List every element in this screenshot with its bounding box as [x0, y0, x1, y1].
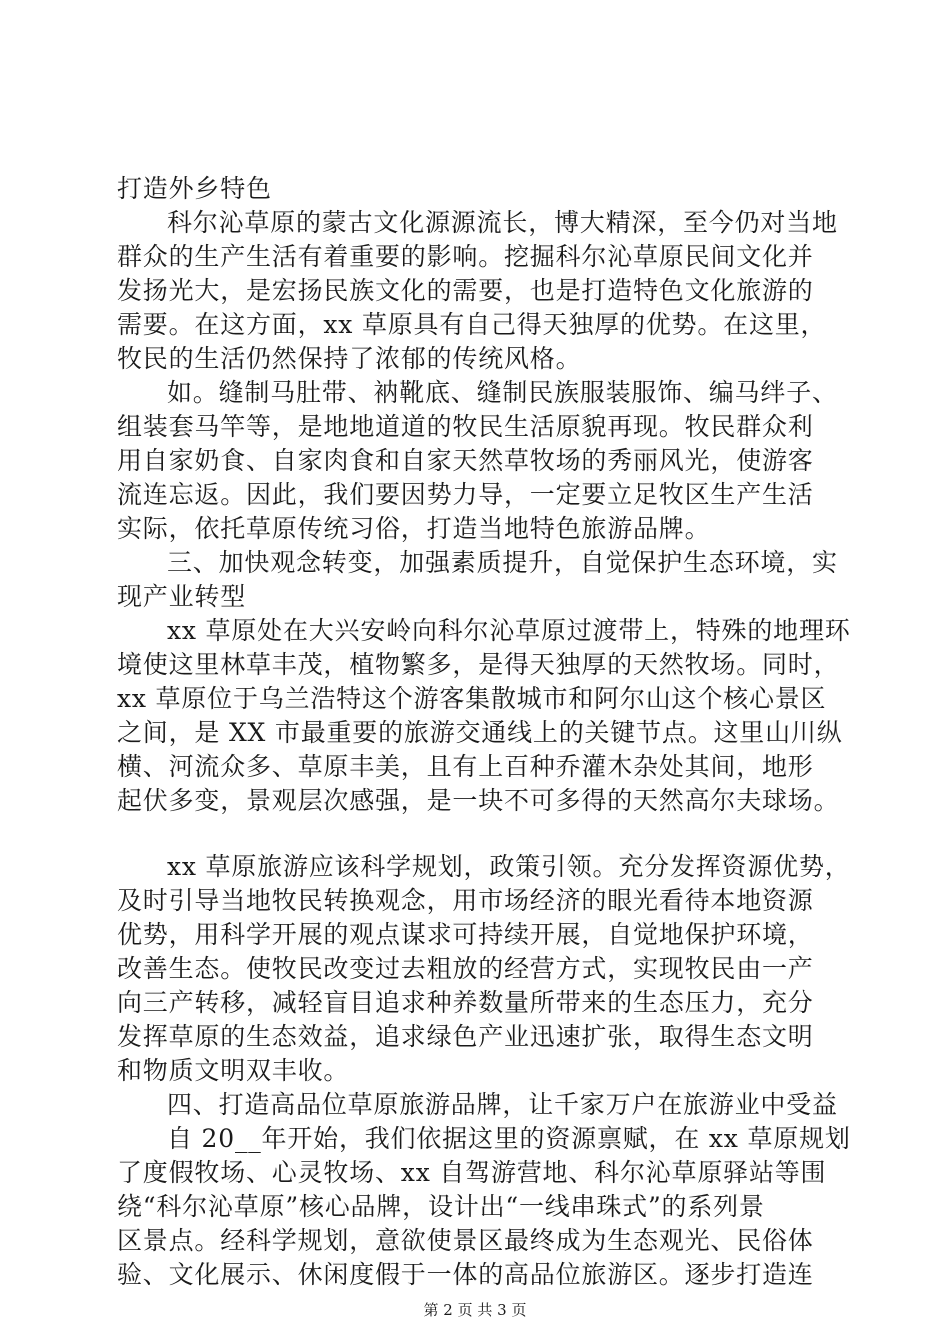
- text-line: 和物质文明双丰收。: [117, 1056, 350, 1085]
- text-line: 向三产转移，减轻盲目追求种养数量所带来的生态压力，充分: [117, 988, 814, 1017]
- section-heading-continued: 现产业转型: [117, 582, 247, 611]
- paragraph-first-line: 自 20__年开始，我们依据这里的资源禀赋，在 xx 草原规划: [167, 1124, 851, 1153]
- section-heading: 三、加快观念转变，加强素质提升，自觉保护生态环境，实: [167, 548, 838, 577]
- text-line: 了度假牧场、心灵牧场、xx 自驾游营地、科尔沁草原驿站等围: [117, 1158, 827, 1187]
- text-line: 境使这里林草丰茂，植物繁多，是得天独厚的天然牧场。同时，: [117, 650, 840, 679]
- text-line: 发扬光大，是宏扬民族文化的需要，也是打造特色文化旅游的: [117, 276, 814, 305]
- text-line: 改善生态。使牧民改变过去粗放的经营方式，实现牧民由一产: [117, 954, 814, 983]
- text-line: xx 草原位于乌兰浩特这个游客集散城市和阿尔山这个核心景区: [117, 684, 827, 713]
- page-footer: [0, 1300, 950, 1320]
- text-line: 验、文化展示、休闲度假于一体的高品位旅游区。逐步打造连: [117, 1260, 814, 1289]
- text-line: 群众的生产生活有着重要的影响。挖掘科尔沁草原民间文化并: [117, 242, 814, 271]
- text-line: 组装套马竿等，是地地道道的牧民生活原貌再现。牧民群众利: [117, 412, 814, 441]
- text-line: 及时引导当地牧民转换观念，用市场经济的眼光看待本地资源: [117, 886, 814, 915]
- page-number-label: 第 2 页 共 3 页: [423, 1301, 527, 1319]
- text-line: 牧民的生活仍然保持了浓郁的传统风格。: [117, 344, 582, 373]
- text-line: 发挥草原的生态效益，追求绿色产业迅速扩张，取得生态文明: [117, 1022, 814, 1051]
- text-line: 横、河流众多、草原丰美，且有上百种乔灌木杂处其间，地形: [117, 752, 814, 781]
- text-line: 用自家奶食、自家肉食和自家天然草牧场的秀丽风光，使游客: [117, 446, 814, 475]
- text-line: 绕“科尔沁草原”核心品牌，设计出“一线串珠式”的系列景: [117, 1192, 765, 1221]
- paragraph-first-line: 科尔沁草原的蒙古文化源源流长，博大精深，至今仍对当地: [167, 208, 838, 237]
- text-line: 起伏多变，景观层次感强，是一块不可多得的天然高尔夫球场。: [117, 786, 840, 815]
- paragraph-first-line: xx 草原旅游应该科学规划，政策引领。充分发挥资源优势，: [167, 852, 851, 881]
- section-heading: 四、打造高品位草原旅游品牌，让千家万户在旅游业中受益: [167, 1090, 838, 1119]
- text-line: 实际，依托草原传统习俗，打造当地特色旅游品牌。: [117, 514, 711, 543]
- text-line: 打造外乡特色: [117, 174, 272, 203]
- text-line: 之间，是 XX 市最重要的旅游交通线上的关键节点。这里山川纵: [117, 718, 843, 747]
- paragraph-first-line: xx 草原处在大兴安岭向科尔沁草原过渡带上，特殊的地理环: [167, 616, 851, 645]
- text-line: 区景点。经科学规划，意欲使景区最终成为生态观光、民俗体: [117, 1226, 814, 1255]
- text-line: 优势，用科学开展的观点谋求可持续开展，自觉地保护环境，: [117, 920, 814, 949]
- text-line: 需要。在这方面，xx 草原具有自己得天独厚的优势。在这里，: [117, 310, 827, 339]
- paragraph-first-line: 如。缝制马肚带、衲靴底、缝制民族服装服饰、编马绊子、: [167, 378, 838, 407]
- text-line: 流连忘返。因此，我们要因势力导，一定要立足牧区生产生活: [117, 480, 814, 509]
